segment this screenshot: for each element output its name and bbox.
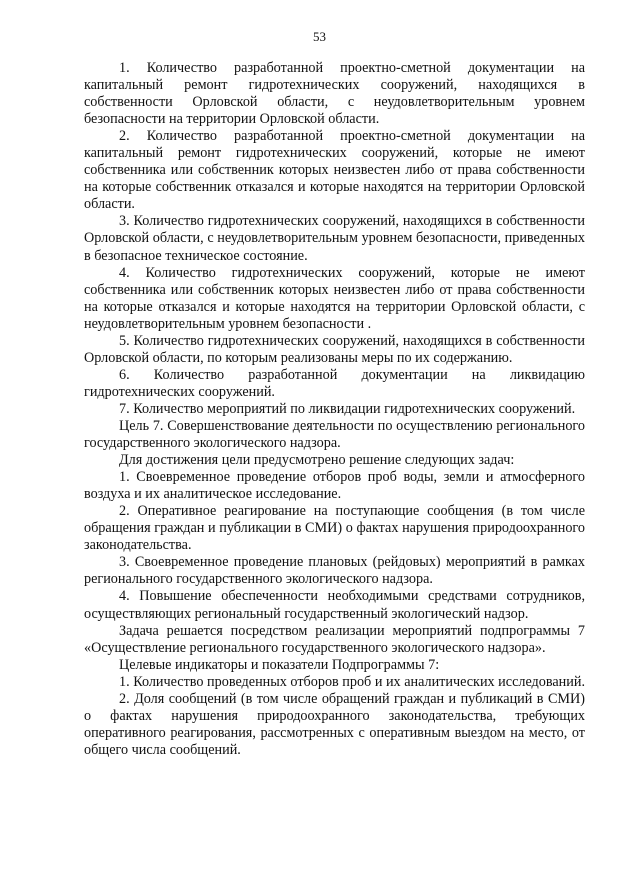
paragraph: Целевые индикаторы и показатели Подпрограммы 7: [119,656,440,673]
page-number: 53 [313,29,326,44]
paragraph: Задача решается посредством реализации мероприятий подпрограммы 7 «Осуществление регионального государственного экологического надзора». [84,622,585,656]
task-item: 2. Оперативное реагирование на поступающие сообщения (в том числе обращения граждан и публикации в СМИ) о фактах нарушения природоохранного законодательства. [84,503,585,554]
paragraph: 4. Количество гидротехнических сооружений, которые не имеют собственника или собственник которых неизвестен либо от права собственности на которые отказался и которые находятся на территории Орловской области, с неудовлетворительным уровнем безопасности . [84,264,585,332]
paragraph: 1. Количество разработанной проектно-сметной документации на капитальный ремонт гидротехнических сооружений, находящихся в собственности Орловской области, с неудовлетворительным уровнем безопасности на территории Орловской области. [84,60,585,128]
paragraph: Для достижения цели предусмотрено решение следующих задач: [119,452,515,469]
paragraph: 6. Количество разработанной документации на ликвидацию гидротехнических сооружений. [84,366,585,400]
goal-heading: Цель 7. Совершенствование деятельности по осуществлению регионального государственного экологического надзора. [84,417,585,452]
task-item: 3. Своевременное проведение плановых (рейдовых) мероприятий в рамках регионального государственного экологического надзора. [84,554,585,588]
task-item: 4. Повышение обеспеченности необходимыми средствами сотрудников, осуществляющих региональный государственный экологический надзор. [84,588,585,622]
paragraph: 2. Количество разработанной проектно-сметной документации на капитальный ремонт гидротехнических сооружений, которые не имеют собственника или собственник которых неизвестен либо от права собственности на которые собственник отказался и которые находятся на территории Орловской области. [84,128,585,213]
paragraph: 3. Количество гидротехнических сооружений, находящихся в собственности Орловской области, с неудовлетворительным уровнем безопасности, приведенных в безопасное техническое состояние. [84,213,585,264]
paragraph: 5. Количество гидротехнических сооружений, находящихся в собственности Орловской области, по которым реализованы меры по их содержанию. [84,332,585,366]
paragraph: 7. Количество мероприятий по ликвидации гидротехнических сооружений. [119,400,576,417]
document-body [84,60,585,759]
task-item: 1. Своевременное проведение отборов проб воды, земли и атмосферного воздуха и их аналитическое исследование. [84,469,585,503]
indicator-item: 2. Доля сообщений (в том числе обращений граждан и публикаций в СМИ) о фактах нарушения природоохранного законодательства, требующих оперативного реагирования, рассмотренных с оперативным выездом на место, от общего числа сообщений. [84,690,585,758]
indicator-item: 1. Количество проведенных отборов проб и их аналитических исследований. [119,673,586,690]
